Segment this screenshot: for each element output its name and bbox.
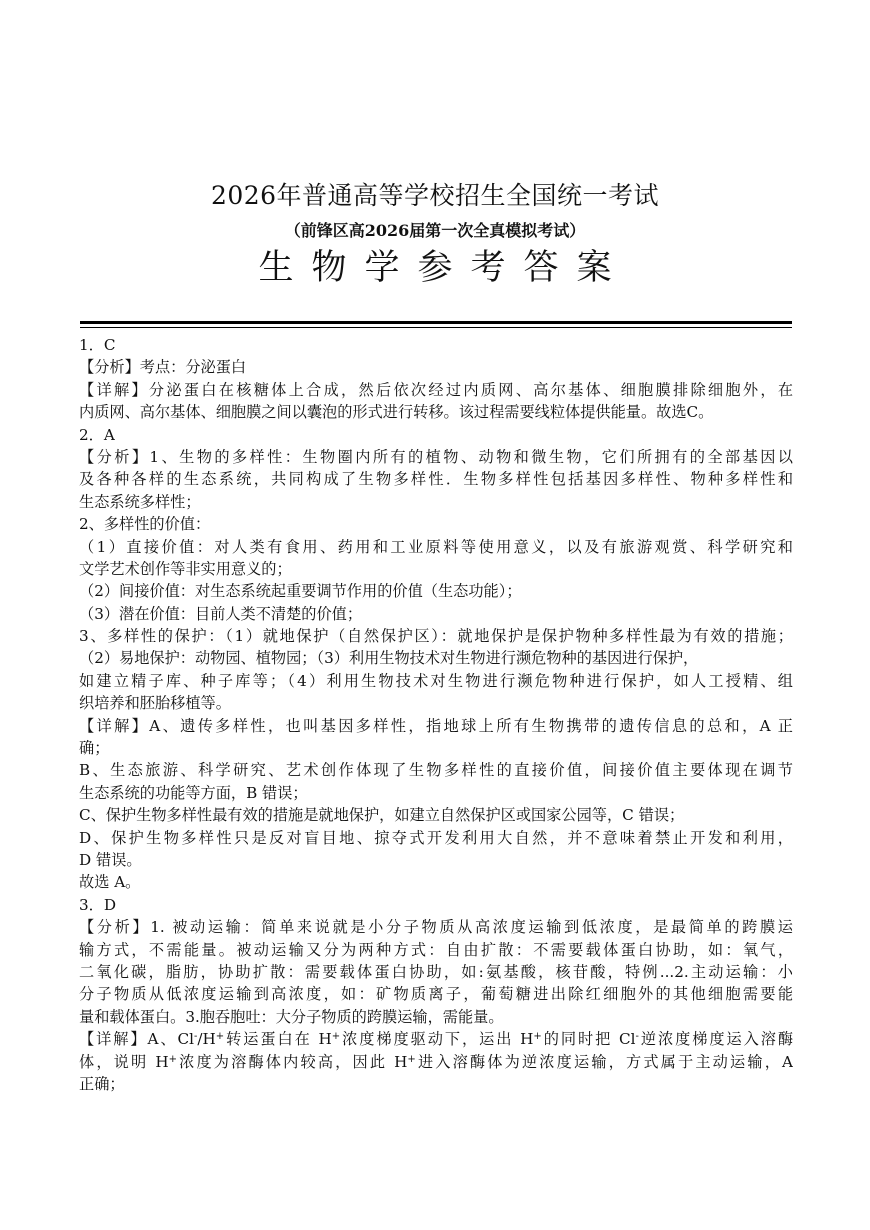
answer-text-line: （2）间接价值：对生态系统起重要调节作用的价值（生态功能）； [79,582,522,601]
answer-text-line: 分子物质从低浓度运输到高浓度，如：矿物质离子，葡萄糖进出除红细胞外的其他细胞需要能 [79,985,793,1004]
answer-key-heading: 生物学参考答案 [258,248,630,288]
answer-text-line: 故选 A。 [79,873,141,892]
answer-text-line: 量和载体蛋白。3.胞吞胞吐：大分子物质的跨膜运输，需能量。 [79,1007,504,1026]
text-segment: 体，说明 H [79,1052,169,1071]
answer-text-line [79,1073,793,1095]
answer-text-line: 文学艺术创作等非实用意义的； [79,559,292,578]
text-segment: 浓度梯度驱动下，运出 H [340,1030,534,1049]
superscript-charge: + [407,1053,416,1065]
answer-text-line: 内质网、高尔基体、细胞膜之间以囊泡的形式进行转移。该过程需要线粒体提供能量。故选C。 [79,403,714,422]
exam-title: 2026年普通高等学校招生全国统一考试 [210,181,660,210]
answer-text-line: 生态系统多样性； [79,492,201,511]
superscript-charge: - [635,1031,639,1043]
answer-text-line: （1）直接价值：对人类有食用、药用和工业原料等使用意义，以及有旅游观赏、科学研究和 [79,537,793,556]
answer-lines [79,334,793,1028]
answer-text-line: C、保护生物多样性最有效的措施是就地保护，如建立自然保护区或国家公园等，C 错误； [79,806,685,825]
text-segment: 进入溶酶体为逆浓度运输，方式属于主动运输，A [415,1052,793,1071]
text-segment: 的同时把 Cl [541,1030,636,1049]
superscript-charge: + [331,1031,341,1043]
answer-text-line: （3）潜在价值：目前人类不清楚的价值； [79,604,363,623]
text-segment: /H [197,1030,216,1049]
answer-text-line: （2）易地保护：动物园、植物园；（3）利用生物技术对生物进行濒危物种的基因进行保护， [79,649,699,668]
answer-text-line: 【详解】分泌蛋白在核糖体上合成，然后依次经过内质网、高尔基体、细胞膜排除细胞外，在 [79,380,793,399]
superscript-charge: + [533,1031,542,1043]
superscript-charge: - [194,1031,198,1043]
answer-text-line: 3．D [79,895,117,914]
text-segment: 正确； [79,1074,125,1093]
exam-subtitle: （前锋区高2026届第一次全真模拟考试） [284,221,586,240]
answer-text-line: 确； [79,739,110,758]
answer-text-line: 及各种各样的生态系统，共同构成了生物多样性．生物多样性包括基因多样性、物种多样性和 [79,470,793,489]
answer-text-line: 【分析】1、生物的多样性：生物圈内所有的植物、动物和微生物，它们所拥有的全部基因以 [79,447,793,466]
answer-text-line: D 错误。 [79,850,142,869]
answer-text-line: D、保护生物多样性只是反对盲目地、掠夺式开发利用大自然，并不意味着禁止开发和利用， [79,828,793,847]
answer-text-line: 如建立精子库、种子库等；（4）利用生物技术对生物进行濒危物种进行保护，如人工授精、组 [79,671,793,690]
header-rule-thin [80,327,792,328]
superscript-charge: + [215,1031,225,1043]
answer-text-line [79,1051,793,1073]
answer-text-line: 【分析】考点：分泌蛋白 [79,358,247,377]
answer-text-line: B、生态旅游、科学研究、艺术创作体现了生物多样性的直接价值，间接价值主要体现在调节 [79,761,793,780]
superscript-charge: + [168,1053,177,1065]
answer-text-line: 3、多样性的保护：（1）就地保护（自然保护区）：就地保护是保护物种多样性最为有效的措施； [79,627,793,646]
answer-text-line: 输方式，不需能量。被动运输又分为两种方式：自由扩散：不需要载体蛋白协助，如：氧气， [79,940,793,959]
answer-text-line: 【详解】A、遗传多样性，也叫基因多样性，指地球上所有生物携带的遗传信息的总和，A 正 [79,716,793,735]
answer-text-line: 【分析】1. 被动运输：简单来说就是小分子物质从高浓度运输到低浓度，是最简单的跨膜运 [79,918,793,937]
answer-text-line: 二氧化碳，脂肪，协助扩散：需要载体蛋白协助，如:氨基酸，核苷酸，特例...2.主动运输：小 [79,962,793,981]
answer-text-line: 1．C [79,336,116,354]
answer-body [79,334,793,1095]
answer-text-line: 2、多样性的价值： [79,515,211,534]
text-segment: 【详解】A、Cl [79,1030,195,1049]
answer-text-line: 生态系统的功能等方面，B 错误； [79,783,308,802]
text-segment: 转运蛋白在 H [224,1030,332,1049]
answer-detail-lines [79,1028,793,1095]
answer-text-line [79,1028,793,1050]
text-segment: 浓度为溶酶体内较高，因此 H [176,1052,408,1071]
answer-text-line: 2．A [79,425,115,444]
answer-text-line: 织培养和胚胎移植等。 [79,694,231,713]
text-segment: 逆浓度梯度运入溶酶 [638,1030,793,1049]
header-rule-thick [80,321,792,324]
